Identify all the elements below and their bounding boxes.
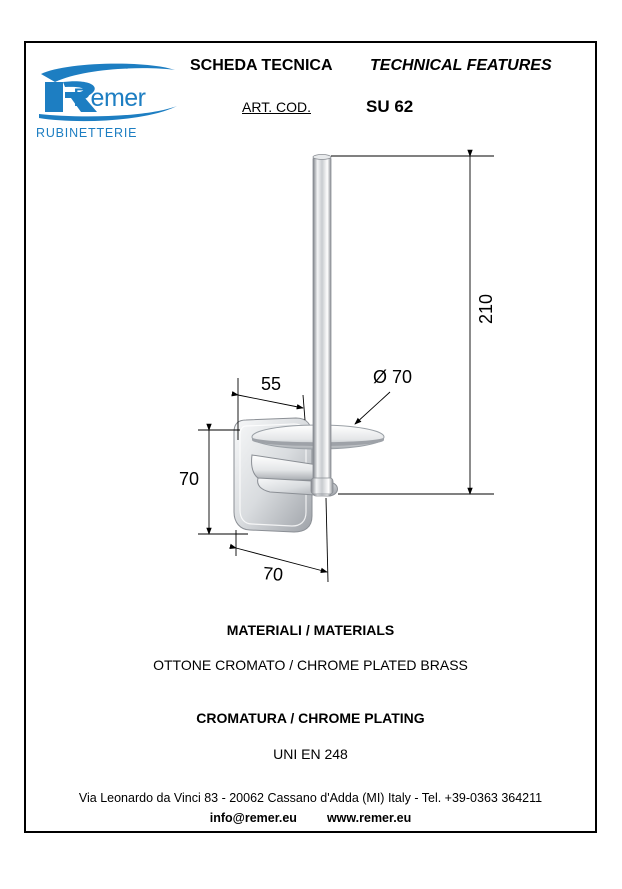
- depth-label: 55: [261, 374, 282, 394]
- materials-value: OTTONE CROMATO / CHROME PLATED BRASS: [153, 657, 468, 673]
- materials-heading: MATERIALI / MATERIALS: [226, 622, 395, 638]
- footer-website[interactable]: www.remer.eu: [326, 811, 412, 825]
- plate-height-label: 70: [179, 469, 200, 489]
- height-label: 210: [476, 293, 496, 324]
- footer-address: Via Leonardo da Vinci 83 - 20062 Cassano d'Adda (MI) Italy - Tel. +39-0363 364211: [78, 791, 543, 805]
- art-code-value: SU 62: [366, 97, 414, 116]
- footer-email[interactable]: info@remer.eu: [209, 811, 297, 825]
- brand-subtitle: RUBINETTERIE: [36, 126, 138, 140]
- title-english: TECHNICAL FEATURES: [370, 57, 552, 74]
- title-italian: SCHEDA TECNICA: [190, 57, 333, 74]
- footer-contacts: [24, 811, 597, 825]
- plating-value: UNI EN 248: [273, 746, 348, 762]
- plate-width-label: 70: [262, 563, 284, 585]
- brand-name: Remer: [73, 84, 146, 112]
- dimension-diameter-leader: [355, 392, 390, 424]
- diameter-label: Ø 70: [373, 367, 413, 387]
- vertical-rod: [311, 155, 333, 497]
- plating-heading: CROMATURA / CHROME PLATING: [196, 710, 425, 726]
- art-code-label: ART. COD.: [242, 99, 311, 115]
